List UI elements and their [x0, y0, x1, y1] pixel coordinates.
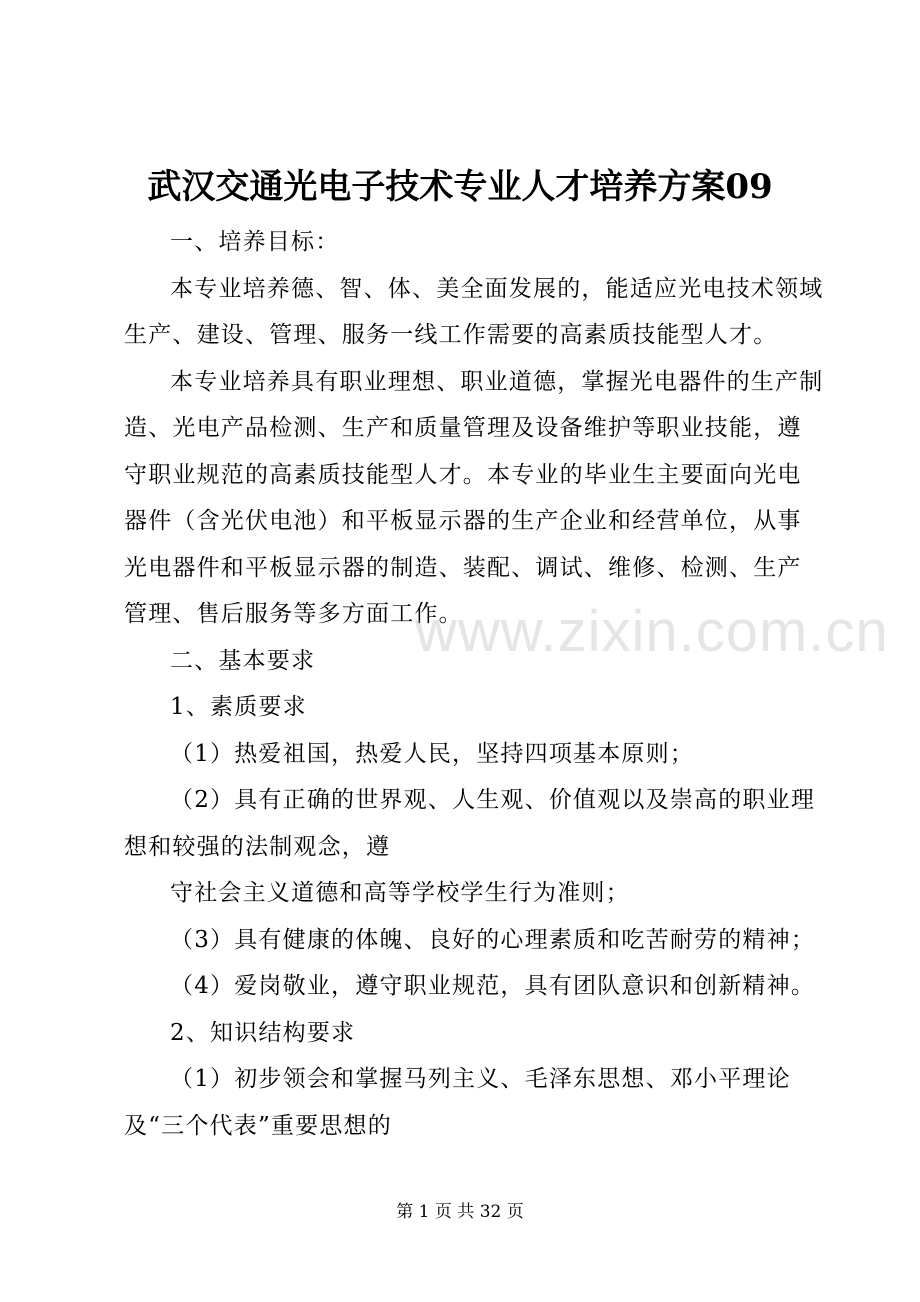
page-footer: 第 1 页 共 32 页 [396, 1202, 524, 1222]
list-item-quality-3: （3）具有健康的体魄、良好的心理素质和吃苦耐劳的精神； [170, 926, 816, 953]
list-item-knowledge-1: （1）初步领会和掌握马列主义、毛泽东思想、邓小平理论及“三个代表”重要思想的 [124, 1066, 791, 1139]
document-body [124, 219, 824, 1149]
section-heading-basic-requirements: 二、基本要求 [170, 647, 316, 674]
document-title: 武汉交通光电子技术专业人才培养方案09 [147, 167, 773, 207]
subheading-quality-requirements: 1、素质要求 [170, 694, 307, 720]
list-item-quality-4: （4）爱岗敬业，遵守职业规范，具有团队意识和创新精神。 [170, 973, 816, 999]
section-heading-training-goal: 一、培养目标： [170, 229, 340, 255]
paragraph-goal-detail: 本专业培养具有职业理想、职业道德，掌握光电器件的生产制造、光电产品检测、生产和质量管理及设备维护等职业技能，遵守职业规范的高素质技能型人才。本专业的毕业生主要面向光电器件（含光伏电池）和平板显示器的生产企业和经营单位，从事光电器件和平板显示器的制造、装配、调试、维修、检测、生产管理、售后服务等多方面工作。 [124, 368, 824, 627]
list-item-quality-2: （2）具有正确的世界观、人生观、价值观以及崇高的职业理想和较强的法制观念，遵 [124, 787, 816, 860]
list-item-quality-1: （1）热爱祖国，热爱人民，坚持四项基本原则； [170, 740, 695, 767]
paragraph-goal-summary: 本专业培养德、智、体、美全面发展的，能适应光电技术领域生产、建设、管理、服务一线工作需要的高素质技能型人才。 [124, 275, 824, 348]
watermark: www.zixin.com.cn [415, 599, 889, 664]
list-item-quality-2-continued: 守社会主义道德和高等学校学生行为准则； [170, 880, 630, 906]
subheading-knowledge-requirements: 2、知识结构要求 [170, 1019, 356, 1046]
